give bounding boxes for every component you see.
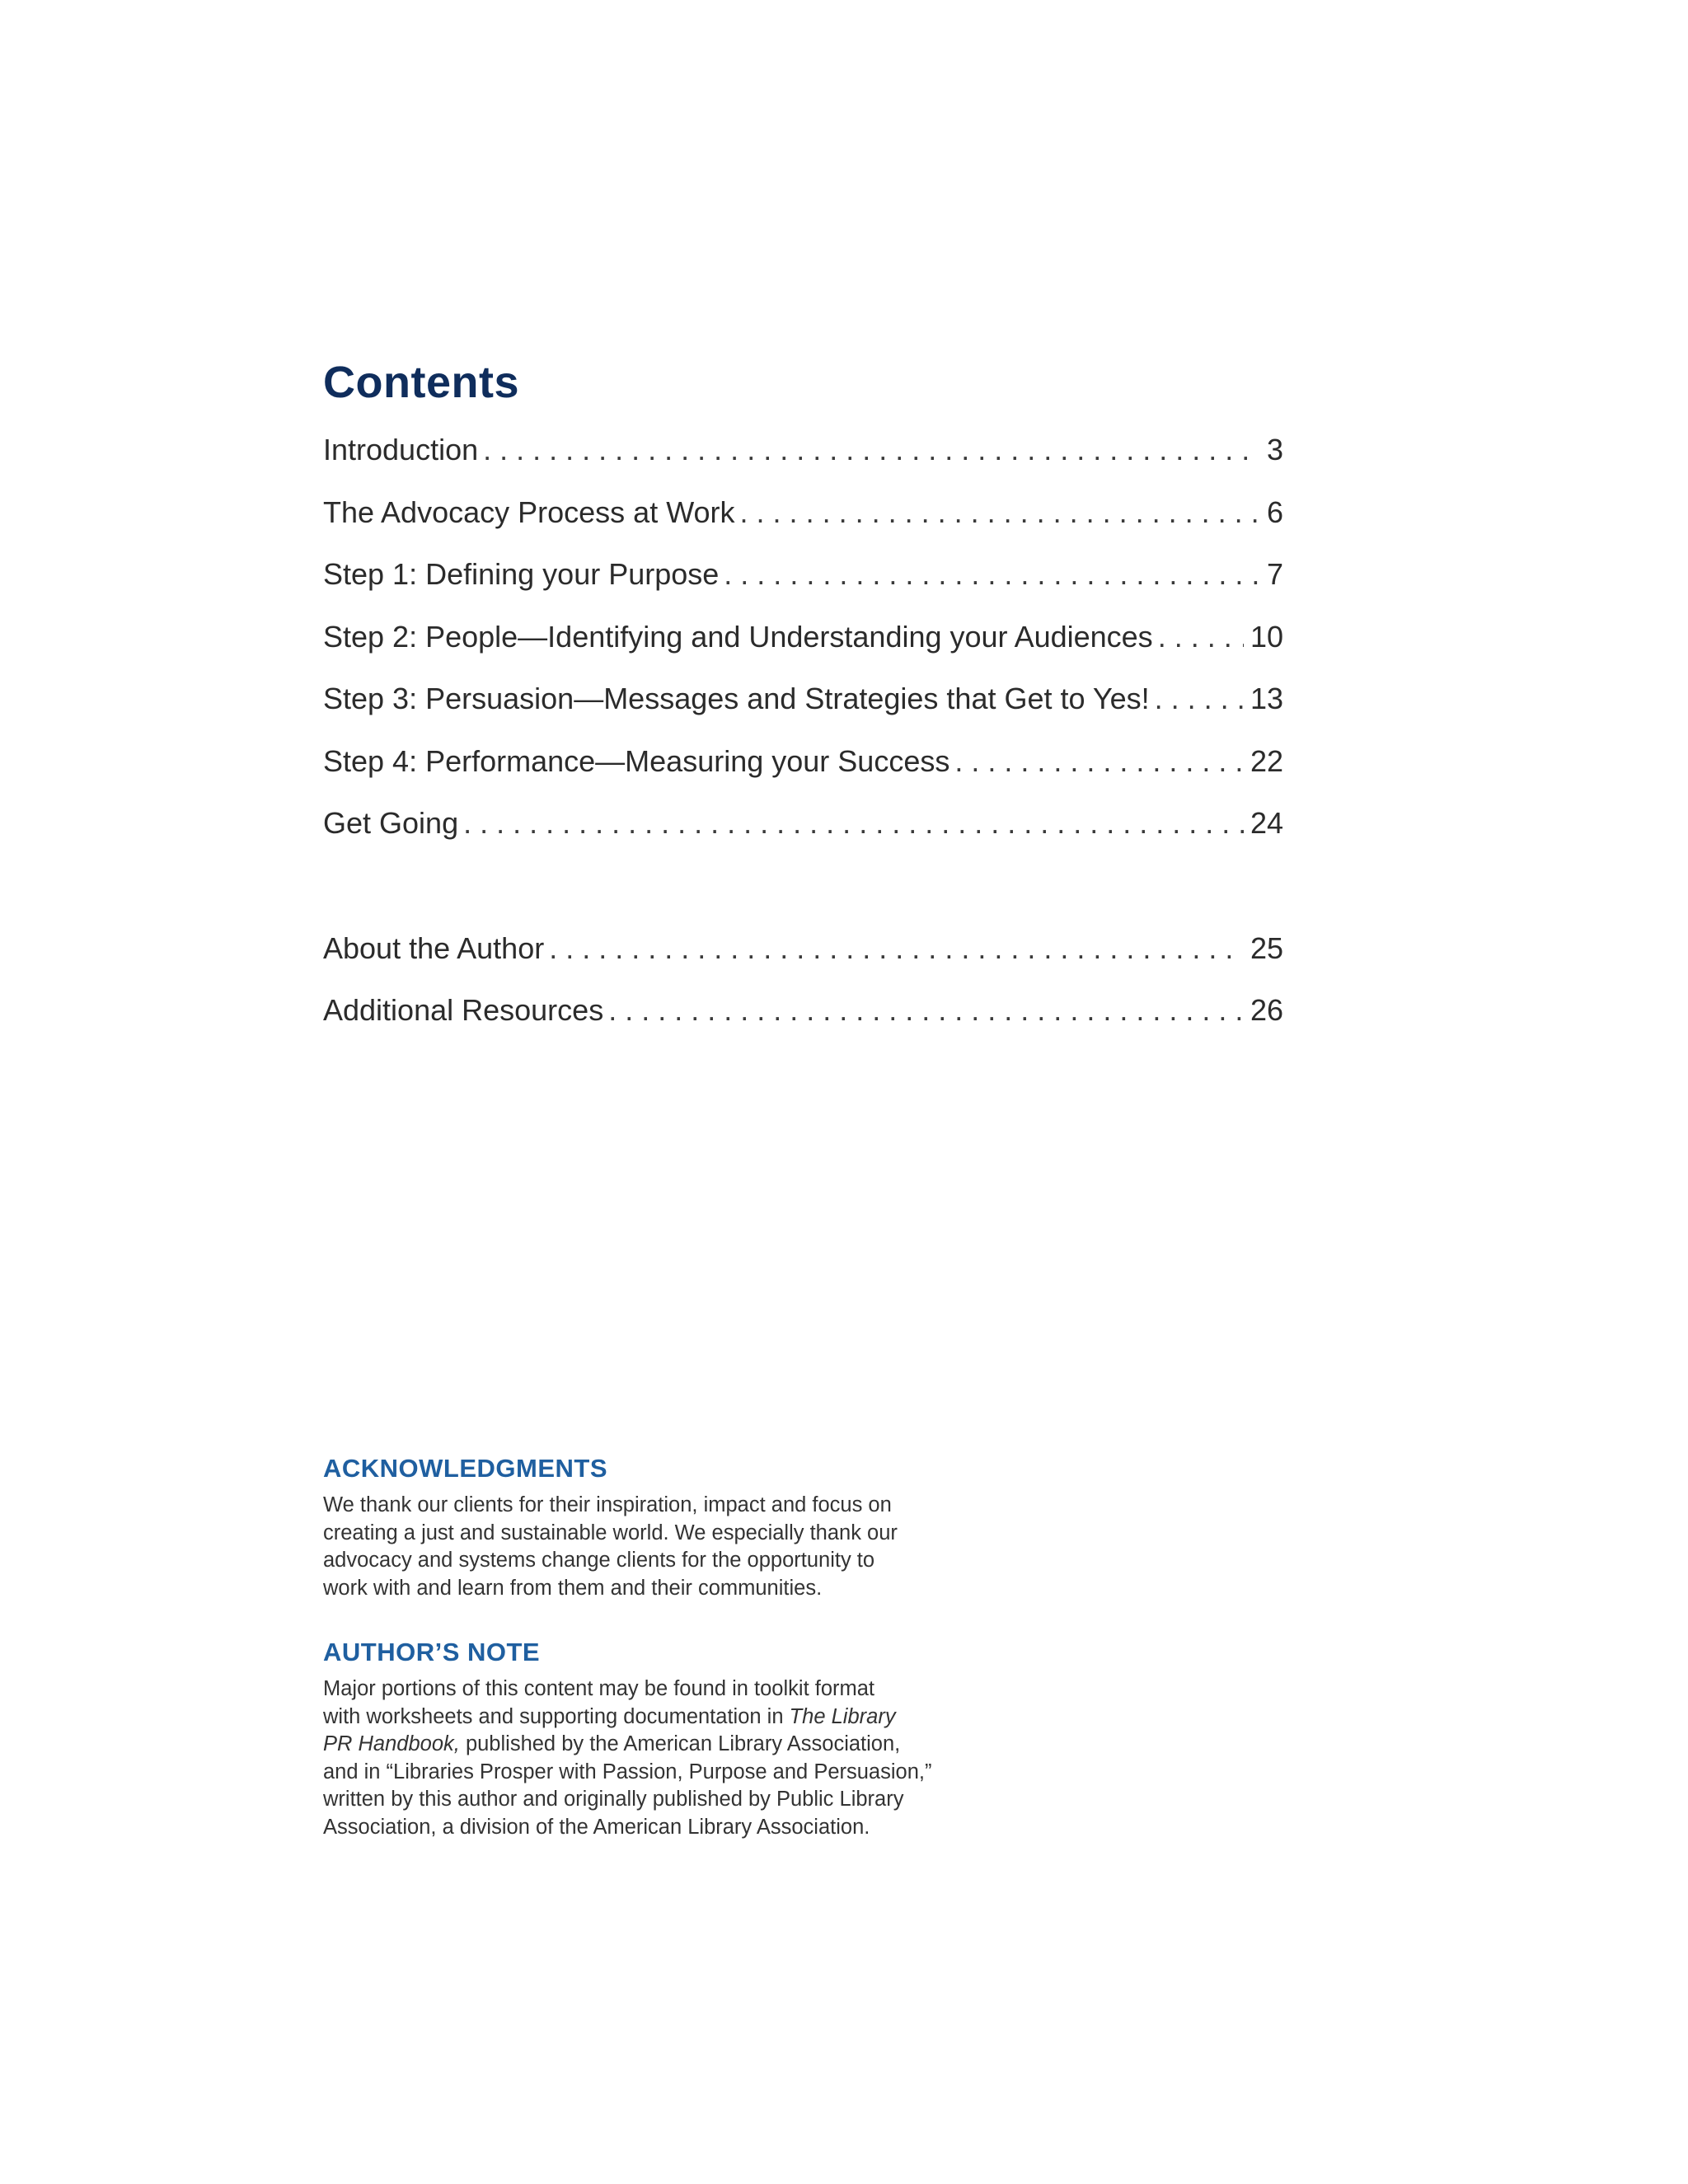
toc-entry-introduction[interactable] (323, 427, 1283, 490)
toc-entry-page-number: 26 (1250, 993, 1283, 1027)
toc-entry-page-number: 24 (1250, 806, 1283, 840)
toc-entry-label: Get Going (323, 806, 459, 840)
toc-entry-label: Step 2: People—Identifying and Understanding your Audiences (323, 619, 1153, 654)
toc-entry-page-number: 7 (1266, 557, 1283, 591)
dot-leader (463, 800, 1244, 846)
toc-entry-label: Introduction (323, 433, 479, 466)
toc-entry-page-number: 10 (1250, 619, 1283, 654)
toc-entry-step-1[interactable] (323, 551, 1283, 614)
authors-note-heading: AUTHOR’S NOTE (323, 1638, 541, 1666)
dot-leader (1155, 676, 1244, 722)
acknowledgments-heading: ACKNOWLEDGMENTS (323, 1454, 608, 1483)
toc-entry-label: Step 1: Defining your Purpose (323, 557, 720, 591)
dot-leader (608, 987, 1244, 1033)
authors-note-line: published by the American Library Association, (459, 1732, 901, 1755)
toc-entry-label: About the Author (323, 930, 545, 965)
toc-entry-label: Step 4: Performance—Measuring your Success (323, 743, 950, 778)
acknowledgments-line: creating a just and sustainable world. We especially thank our (323, 1521, 898, 1544)
book-title: The Library (789, 1704, 896, 1728)
authors-note-line: Association, a division of the American Library Association. (323, 1815, 870, 1839)
toc-entry-label: Additional Resources (323, 993, 604, 1027)
acknowledgments-line: advocacy and systems change clients for the opportunity to (323, 1549, 875, 1572)
authors-note-line: with worksheets and supporting documentation in (323, 1704, 790, 1728)
acknowledgments-body (323, 1492, 982, 1602)
acknowledgments-section (323, 1451, 982, 1602)
authors-note-section (323, 1634, 982, 1841)
dot-leader (724, 551, 1260, 598)
table-of-contents (323, 427, 1283, 1050)
authors-note-line: Major portions of this content may be found in toolkit format (323, 1677, 875, 1700)
book-title: PR Handbook, (323, 1732, 460, 1755)
toc-entry-additional-resources[interactable] (323, 987, 1283, 1050)
toc-entry-page-number: 22 (1250, 743, 1283, 778)
toc-entry-step-4[interactable] (323, 738, 1283, 801)
authors-note-line: and in “Libraries Prosper with Passion, Purpose and Persuasion,” (323, 1760, 932, 1783)
toc-entry-about-the-author[interactable] (323, 926, 1283, 988)
dot-leader (954, 738, 1244, 785)
dot-leader (549, 926, 1244, 972)
toc-entry-label: Step 3: Persuasion—Messages and Strategies that Get to Yes! (323, 682, 1150, 715)
toc-entry-get-going[interactable] (323, 800, 1283, 863)
dot-leader (483, 427, 1260, 473)
authors-note-body (323, 1675, 982, 1841)
toc-entry-page-number: 6 (1266, 494, 1283, 529)
toc-entry-page-number: 3 (1266, 433, 1283, 466)
toc-entry-page-number: 13 (1250, 682, 1283, 715)
toc-entry-page-number: 25 (1250, 930, 1283, 965)
toc-entry-label: The Advocacy Process at Work (323, 494, 735, 529)
toc-entry-advocacy-process[interactable] (323, 490, 1283, 552)
dot-leader (1158, 614, 1244, 660)
toc-entry-step-2[interactable] (323, 614, 1283, 677)
authors-note-line: written by this author and originally published by Public Library (323, 1788, 904, 1811)
contents-title: Contents (323, 358, 519, 407)
acknowledgments-line: We thank our clients for their inspiration, impact and focus on (323, 1493, 892, 1516)
acknowledgments-line: work with and learn from them and their communities. (323, 1576, 823, 1600)
dot-leader (740, 490, 1260, 536)
toc-entry-step-3[interactable] (323, 676, 1283, 738)
